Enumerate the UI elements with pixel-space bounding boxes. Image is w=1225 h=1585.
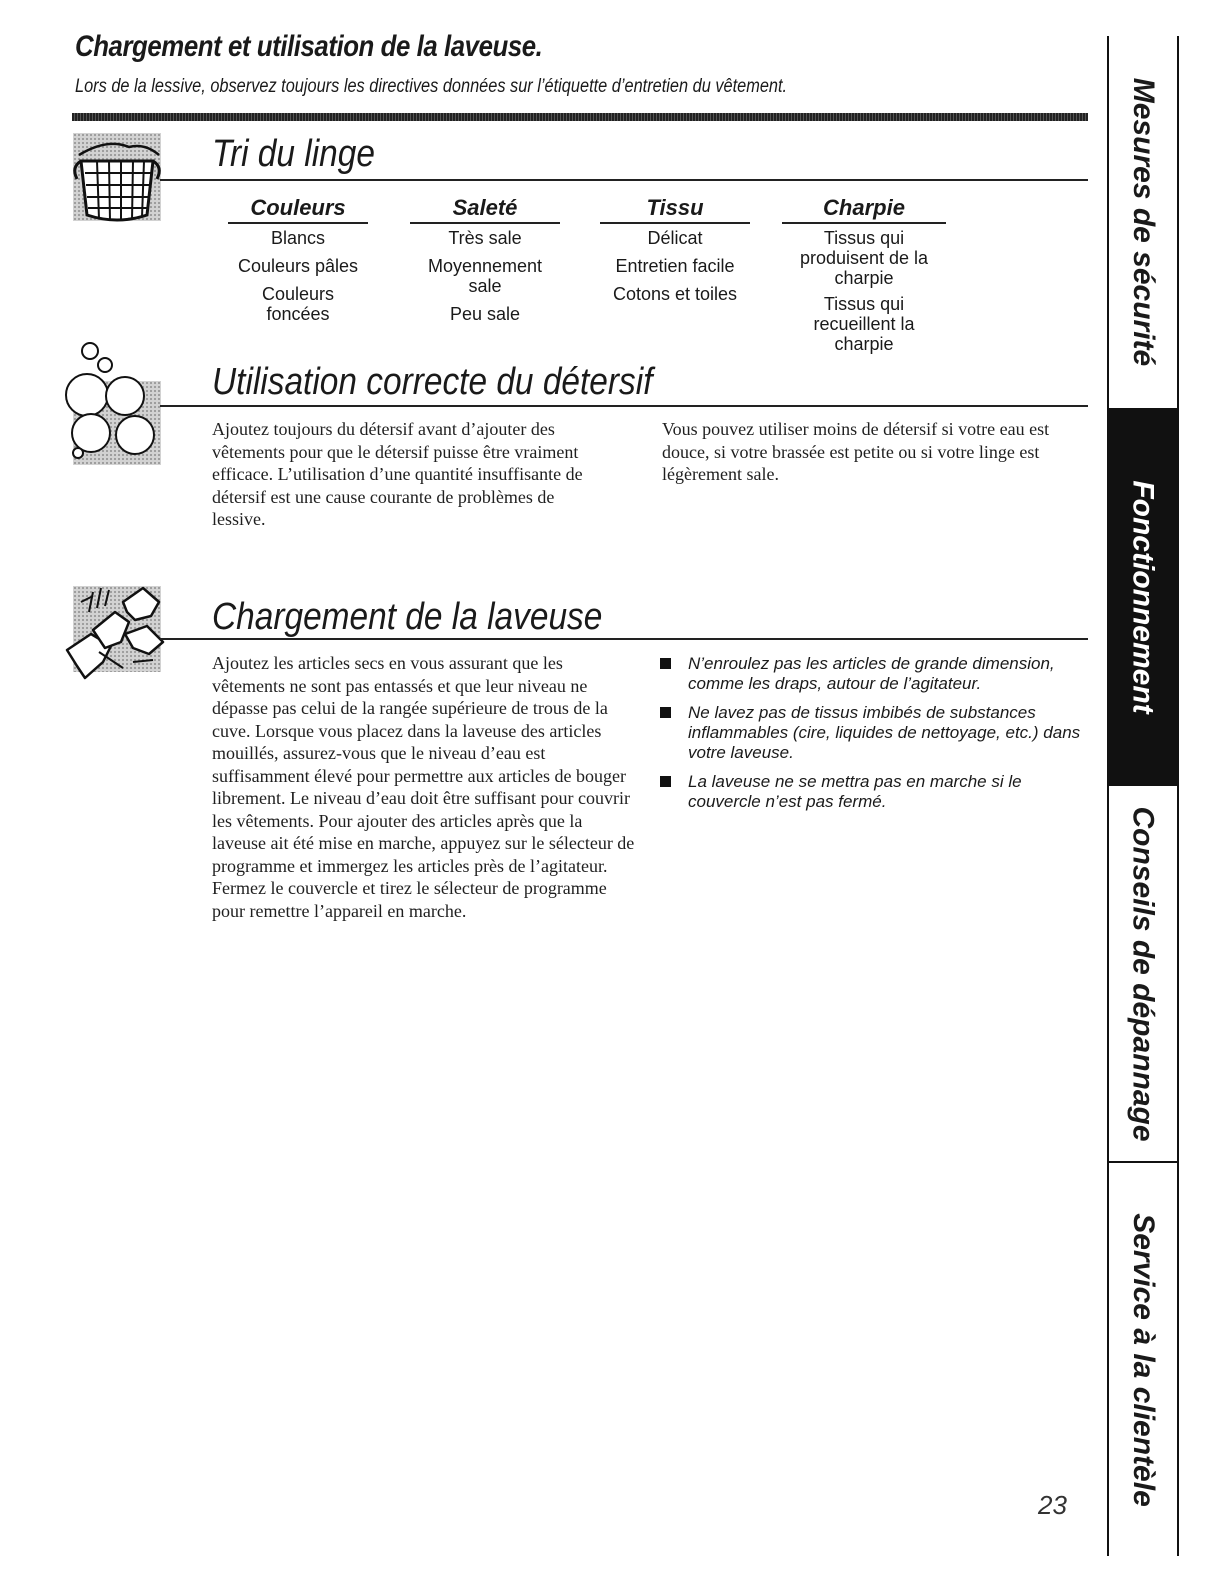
- tab-fonctionnement[interactable]: [1109, 408, 1177, 786]
- chargement-bullet-list: [660, 654, 1086, 821]
- bullet-text: La laveuse ne se mettra pas en marche si le couvercle n’est pas fermé.: [688, 772, 1022, 811]
- bullet-square-icon: [660, 707, 671, 718]
- tab-conseils-de-depannage[interactable]: [1109, 786, 1177, 1162]
- tab-service-a-la-clientele[interactable]: [1109, 1163, 1177, 1556]
- detersif-right-text: Vous pouvez utiliser moins de détersif si votre eau est douce, si votre brassée est petite ou si votre linge est légèrement sale.: [662, 419, 1050, 484]
- laundry-basket-icon: [73, 133, 161, 221]
- tri-cell: Entretien facile: [615, 256, 735, 276]
- tri-column-charpie: [782, 195, 946, 362]
- bubbles-icon: [73, 381, 161, 465]
- bullet-text: Ne lavez pas de tissus imbibés de substances inflammables (cire, liquides de nettoyage, etc.) dans votre laveuse.: [688, 703, 1081, 762]
- bullet-text: N’enroulez pas les articles de grande dimension, comme les draps, autour de l’agitateur.: [688, 654, 1055, 693]
- section-rule-chargement: [160, 638, 1088, 640]
- side-tab-strip: [1107, 36, 1179, 1556]
- tri-cell: Couleurs pâles: [237, 256, 359, 276]
- tri-header-tissu: Tissu: [600, 195, 750, 224]
- list-item: [660, 772, 1086, 812]
- page-subtitle: Lors de la lessive, observez toujours les directives données sur l’étiquette d’entretien du vêtement.: [75, 76, 788, 97]
- tri-column-couleurs: [228, 195, 368, 332]
- tab-label: Service à la clientèle: [1127, 1212, 1160, 1507]
- tri-cell: Tissus qui produisent de la charpie: [799, 228, 929, 288]
- header-divider-bar: [72, 113, 1088, 121]
- section-title-chargement: Chargement de la laveuse: [212, 596, 603, 638]
- tri-header-couleurs: Couleurs: [228, 195, 368, 224]
- tab-label: Conseils de dépannage: [1127, 806, 1160, 1142]
- tri-cell: Couleurs foncées: [261, 284, 335, 324]
- tri-column-salete: [410, 195, 560, 332]
- section-title-tri: Tri du linge: [212, 133, 375, 175]
- page-number: 23: [1038, 1490, 1067, 1520]
- tri-cell: Blancs: [270, 228, 326, 248]
- clothes-pile-icon: [73, 586, 161, 672]
- list-item: [660, 703, 1086, 763]
- tri-cell: Très sale: [448, 228, 522, 248]
- tri-cell: Peu sale: [449, 304, 521, 324]
- tab-label: Fonctionnement: [1127, 480, 1161, 714]
- tri-header-charpie: Charpie: [782, 195, 946, 224]
- chargement-body-text: Ajoutez les articles secs en vous assurant que les vêtements ne sont pas entassés et que leur niveau ne dépasse pas celui de la rangée supérieure de trous de la cuve. Lorsque vous placez dans la laveuse des articles mouillés, assurez-vous que le niveau d’eau est suffisamment élevé pour permettre aux articles de bouger librement. Le niveau d’eau doit être suffisant pour couvrir les vêtements. Pour ajouter des articles après que la laveuse ait été mise en marche, appuyez sur le sélecteur de programme et immergez les articles près de l’agitateur. Fermez le couvercle et tirez le sélecteur de programme pour remettre l’appareil en marche.: [212, 653, 635, 921]
- tri-cell: Tissus qui recueillent la charpie: [813, 294, 915, 354]
- tri-cell: Cotons et toiles: [612, 284, 738, 304]
- section-rule-tri: [160, 179, 1088, 181]
- tab-mesures-de-securite[interactable]: [1109, 36, 1177, 408]
- tri-header-salete: Saleté: [410, 195, 560, 224]
- tri-cell: Délicat: [647, 228, 703, 248]
- tri-cell: Moyennement sale: [427, 256, 543, 296]
- detersif-left-text: Ajoutez toujours du détersif avant d’ajouter des vêtements pour que le détersif puisse être vraiment efficace. L’utilisation d’une quantité insuffisante de détersif est une cause courante de problèmes de lessive.: [212, 419, 583, 529]
- tab-label: Mesures de sécurité: [1127, 77, 1161, 367]
- bullet-square-icon: [660, 658, 671, 669]
- section-title-detersif: Utilisation correcte du détersif: [212, 361, 653, 403]
- tri-column-tissu: [600, 195, 750, 312]
- bullet-square-icon: [660, 776, 671, 787]
- list-item: [660, 654, 1086, 694]
- page-title: Chargement et utilisation de la laveuse.: [75, 30, 543, 63]
- section-rule-detersif: [160, 405, 1088, 407]
